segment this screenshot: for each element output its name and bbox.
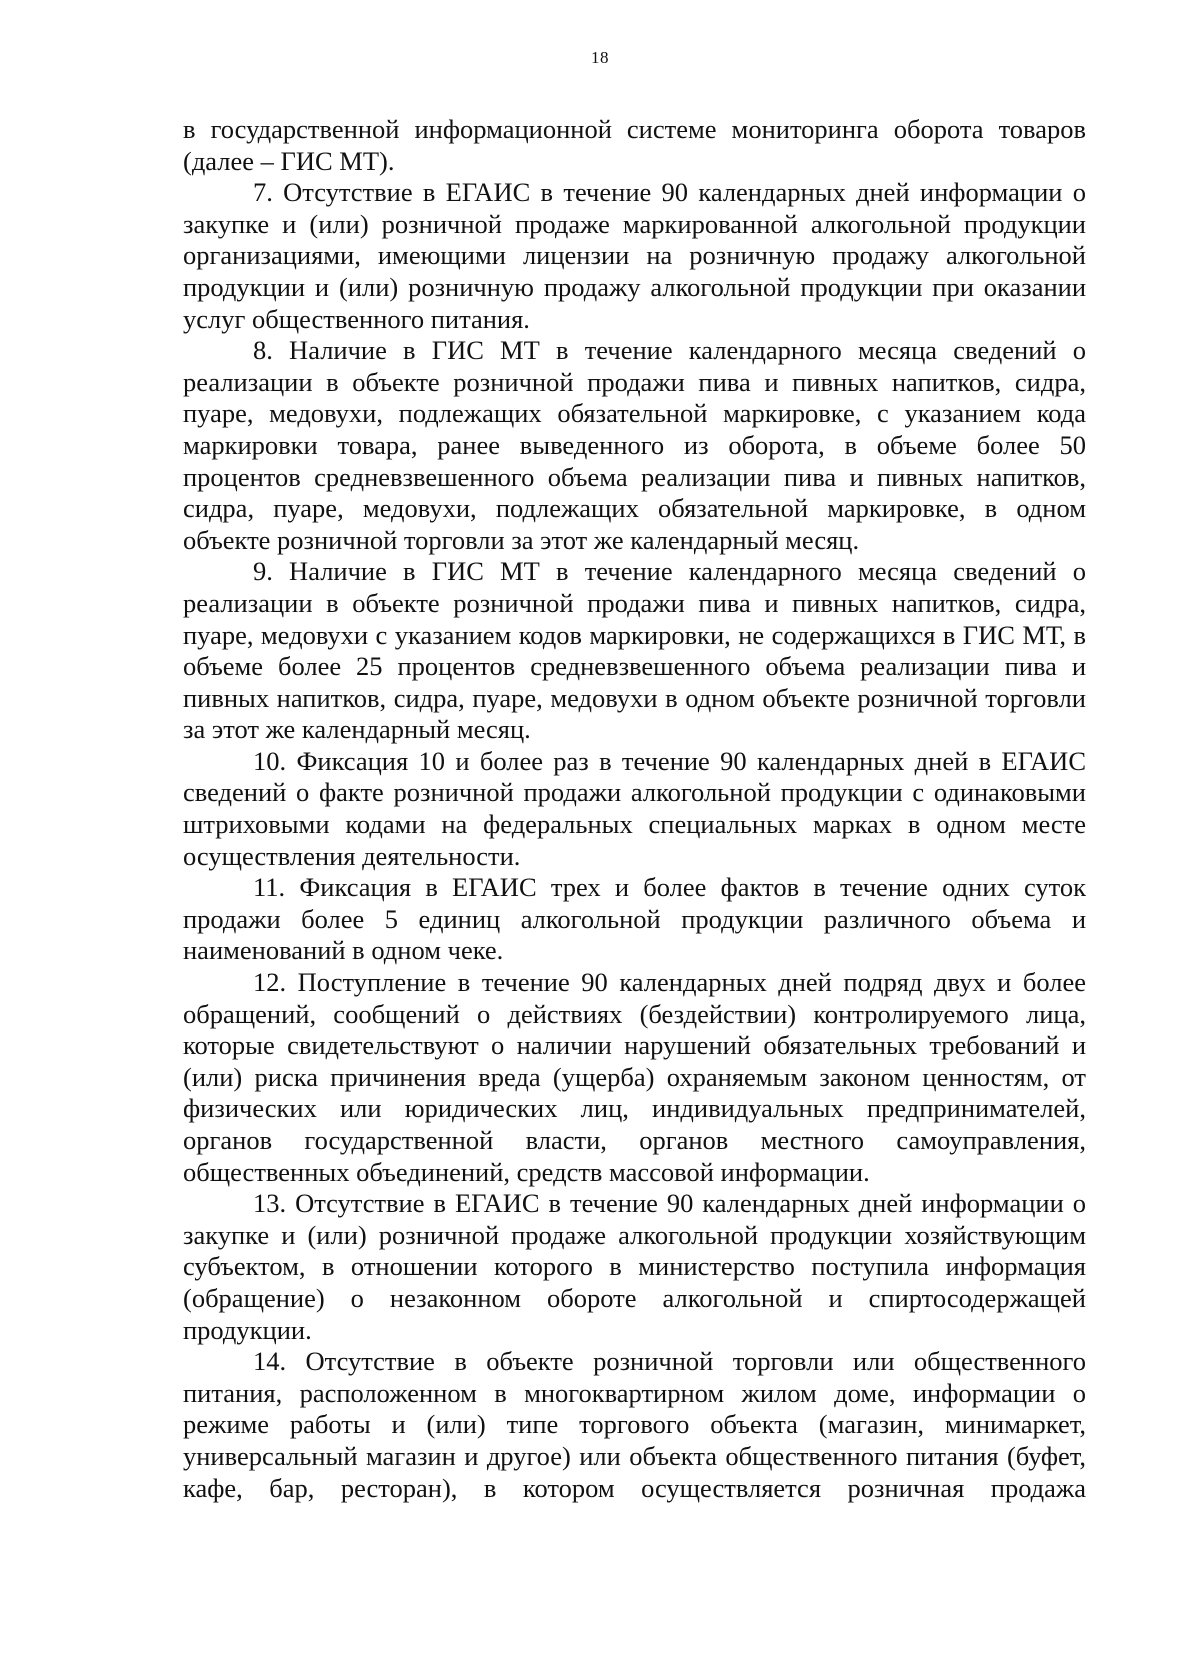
paragraph-item-14: 14. Отсутствие в объекте розничной торговли или общественного питания, расположенном в многоквартирном жилом доме, информации о режиме работы и (или) типе торгового объекта (магазин, минимаркет, универсальный магазин и другое) или объекта общественного питания (буфет, кафе, бар, ресторан), в котором осуществляется розничная продажа <box>183 1346 1086 1503</box>
page-number: 18 <box>591 48 609 67</box>
paragraph-item-8: 8. Наличие в ГИС МТ в течение календарного месяца сведений о реализации в объекте розничной продажи пива и пивных напитков, сидра, пуаре, медовухи, подлежащих обязательной маркировке, с указанием кода маркировки товара, ранее выведенного из оборота, в объеме более 50 процентов средневзвешенного объема реализации пива и пивных напитков, сидра, пуаре, медовухи, подлежащих обязательной маркировке, в одном объекте розничной торговли за этот же календарный месяц. <box>183 335 1086 555</box>
paragraph-item-9: 9. Наличие в ГИС МТ в течение календарного месяца сведений о реализации в объекте розничной продажи пива и пивных напитков, сидра, пуаре, медовухи с указанием кодов маркировки, не содержащихся в ГИС МТ, в объеме более 25 процентов средневзвешенного объема реализации пива и пивных напитков, сидра, пуаре, медовухи в одном объекте розничной торговли за этот же календарный месяц. <box>183 556 1086 745</box>
paragraph-item-11: 11. Фиксация в ЕГАИС трех и более фактов в течение одних суток продажи более 5 единиц алкогольной продукции различного объема и наименований в одном чеке. <box>183 872 1086 966</box>
paragraph-item-7: 7. Отсутствие в ЕГАИС в течение 90 календарных дней информации о закупке и (или) розничной продаже маркированной алкогольной продукции организациями, имеющими лицензии на розничную продажу алкогольной продукции и (или) розничную продажу алкогольной продукции при оказании услуг общественного питания. <box>183 177 1086 334</box>
document-body <box>183 114 1086 1504</box>
paragraph-item-13: 13. Отсутствие в ЕГАИС в течение 90 календарных дней информации о закупке и (или) розничной продаже алкогольной продукции хозяйствующим субъектом, в отношении которого в министерство поступила информация (обращение) о незаконном обороте алкогольной и спиртосодержащей продукции. <box>183 1188 1086 1345</box>
paragraph-continuation: в государственной информационной системе мониторинга оборота товаров (далее – ГИС МТ). <box>183 114 1086 176</box>
paragraph-item-12: 12. Поступление в течение 90 календарных дней подряд двух и более обращений, сообщений о действиях (бездействии) контролируемого лица, которые свидетельствуют о наличии нарушений обязательных требований и (или) риска причинения вреда (ущерба) охраняемым законом ценностям, от физических или юридических лиц, индивидуальных предпринимателей, органов государственной власти, органов местного самоуправления, общественных объединений, средств массовой информации. <box>183 967 1086 1187</box>
paragraph-item-10: 10. Фиксация 10 и более раз в течение 90 календарных дней в ЕГАИС сведений о факте розничной продажи алкогольной продукции с одинаковыми штриховыми кодами на федеральных специальных марках в одном месте осуществления деятельности. <box>183 745 1086 871</box>
